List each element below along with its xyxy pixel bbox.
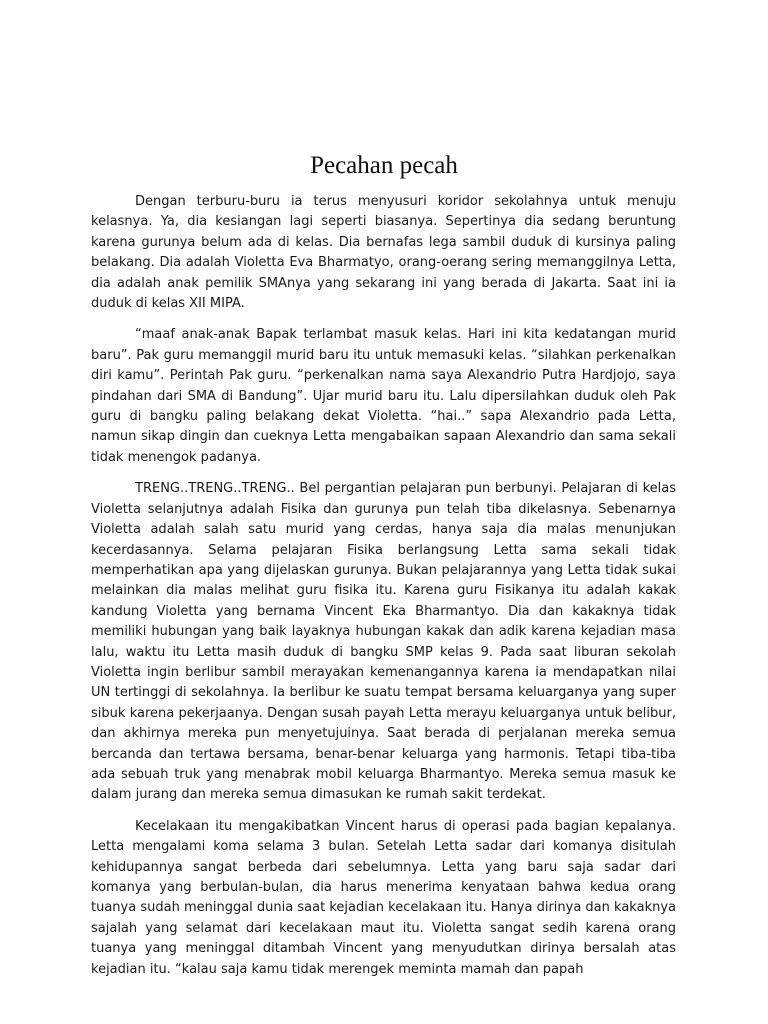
paragraph-2: “maaf anak-anak Bapak terlambat masuk kelas. Hari ini kita kedatangan murid baru”. Pak guru memanggil murid baru itu untuk memasuki kelas. “silahkan perkenalkan diri kamu”. Perintah Pak guru. “perkenalkan nama saya Alexandrio Putra Hardjojo, saya pindahan dari SMA di Bandung”. Ujar murid baru itu. Lalu dipersilahkan duduk oleh Pak guru di bangku paling belakang dekat Violetta. “hai..” sapa Alexandrio pada Letta, namun sikap dingin dan cueknya Letta mengabaikan sapaan Alexandrio dan sama sekali tidak menengok padanya. [91,327,676,465]
paragraph-4: Kecelakaan itu mengakibatkan Vincent harus di operasi pada bagian kepalanya. Letta mengalami koma selama 3 bulan. Setelah Letta sadar dari komanya disitulah kehidupannya sangat berbeda dari sebelumnya. Letta yang baru saja sadar dari komanya yang berbulan-bulan, dia harus menerima kenyataan bahwa kedua orang tuanya sudah meninggal dunia saat kejadian kecelakaan itu. Hanya dirinya dan kakaknya sajalah yang selamat dari kecelakaan maut itu. Violetta sangat sedih karena orang tuanya yang meninggal ditambah Vincent yang menyudutkan dirinya bersalah atas kejadian itu. “kalau saja kamu tidak merengek meminta mamah dan papah [91,818,676,977]
document-body [91,192,676,991]
paragraph-1: Dengan terburu-buru ia terus menyusuri koridor sekolahnya untuk menuju kelasnya. Ya, dia kesiangan lagi seperti biasanya. Sepertinya dia sedang beruntung karena gurunya belum ada di kelas. Dia bernafas lega sambil duduk di kursinya paling belakang. Dia adalah Violetta Eva Bharmatyo, orang-oerang sering memanggilnya Letta, dia adalah anak pemilik SMAnya yang sekarang ini yang berada di Jakarta. Saat ini ia duduk di kelas XII MIPA. [91,194,676,312]
paragraph-3: TRENG..TRENG..TRENG.. Bel pergantian pelajaran pun berbunyi. Pelajaran di kelas Violetta selanjutnya adalah Fisika dan gurunya pun telah tiba dikelasnya. Sebenarnya Violetta adalah salah satu murid yang cerdas, hanya saja dia malas menunjukan kecerdasannya. Selama pelajaran Fisika berlangsung Letta sama sekali tidak memperhatikan apa yang dijelaskan gurunya. Bukan pelajarannya yang Letta tidak sukai melainkan dia malas melihat guru fisika itu. Karena guru Fisikanya itu adalah kakak kandung Violetta yang bernama Vincent Eka Bharmantyo. Dia dan kakaknya tidak memiliki hubungan yang baik layaknya hubungan kakak dan adik karena kejadian masa lalu, waktu itu Letta masih duduk di bangku SMP kelas 9. Pada saat liburan sekolah Violetta ingin berlibur sambil merayakan kemenangannya karena ia mendapatkan nilai UN tertinggi di sekolahnya. Ia berlibur ke suatu tempat bersama keluarganya yang super sibuk karena pekerjaanya. Dengan susah payah Letta merayu keluarganya untuk belibur, dan akhirnya mereka pun menyetujuinya. Saat berada di perjalanan mereka semua bercanda dan tertawa bersama, benar-benar keluarga yang harmonis. Tetapi tiba-tiba ada sebuah truk yang menabrak mobil keluarga Bharmantyo. Mereka semua masuk ke dalam jurang dan mereka semua dimasukan ke rumah sakit terdekat. [91,481,676,803]
document-title: Pecahan pecah [310,152,458,179]
